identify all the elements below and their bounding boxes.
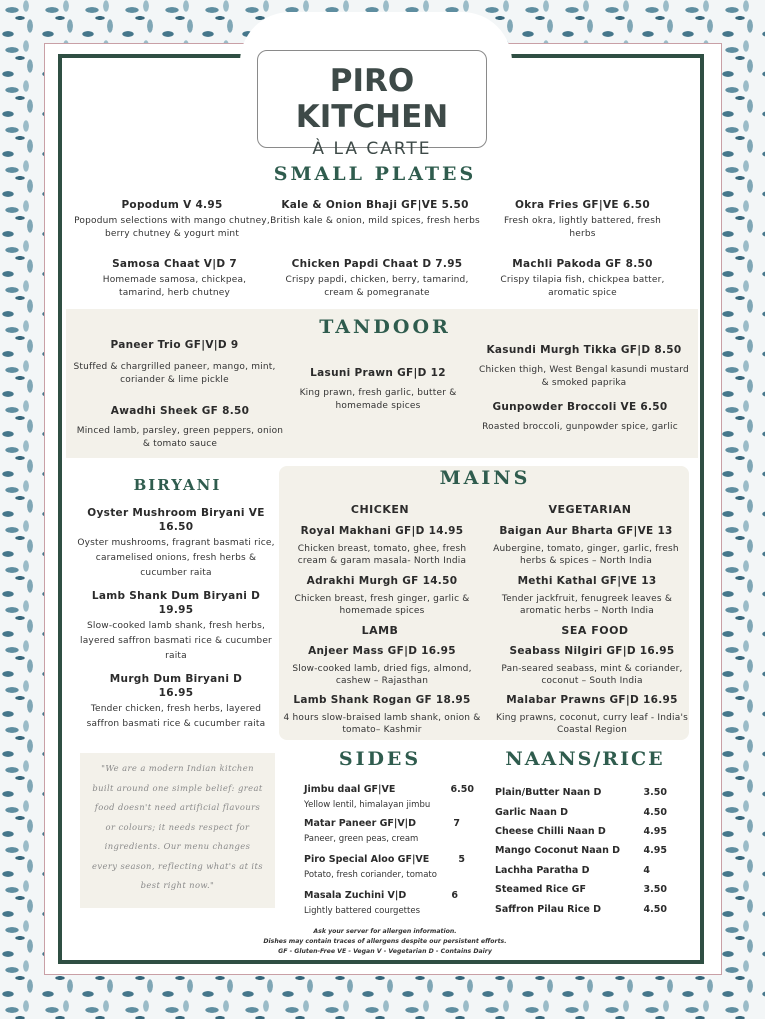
- side-item: [304, 818, 460, 844]
- menu-item: [76, 673, 276, 732]
- item-name: Adrakhi Murgh GF 14.50: [306, 575, 458, 587]
- menu-item: [492, 694, 692, 736]
- menu-item: [492, 575, 682, 617]
- naan-item: [495, 845, 667, 856]
- item-desc: Stuffed & chargrilled paneer, mango, mint, coriander & lime pickle: [73, 362, 276, 385]
- item-name: Garlic Naan D: [495, 807, 569, 818]
- item-name: Methi Kathal GF|VE 13: [517, 575, 657, 587]
- item-price: 6.50: [450, 784, 474, 795]
- item-name: Awadhi Sheek GF 8.50: [110, 405, 250, 417]
- item-name: Baigan Aur Bharta GF|VE 13: [499, 525, 673, 537]
- allergen-footer: [240, 927, 530, 957]
- item-name: Kasundi Murgh Tikka GF|D 8.50: [486, 344, 682, 356]
- naan-item: [495, 884, 667, 895]
- sides-heading: SIDES: [338, 748, 422, 770]
- item-desc: Crispy papdi, chicken, berry, tamarind, cream & pomegranate: [285, 275, 469, 298]
- item-desc: Homemade samosa, chickpea, tamarind, herb chutney: [102, 275, 247, 298]
- side-item: [304, 890, 458, 916]
- item-name: Jimbu daal GF|VE: [304, 784, 396, 795]
- footer-line: Ask your server for allergen information.: [313, 928, 457, 935]
- menu-item: [76, 507, 276, 581]
- item-name: Paneer Trio GF|V|D 9: [110, 339, 239, 351]
- item-desc: 4 hours slow-braised lamb shank, onion & tomato– Kashmir: [283, 713, 481, 735]
- item-desc: Chicken breast, tomato, ghee, fresh cream & garam masala- North India: [297, 544, 467, 566]
- menu-item: [282, 525, 482, 567]
- menu-item: [492, 645, 692, 687]
- menu-item: [72, 339, 277, 387]
- item-price: 4.95: [643, 826, 667, 837]
- item-name: Oyster Mushroom Biryani VE: [87, 507, 265, 519]
- menu-item: [72, 199, 272, 241]
- item-price: 19.95: [158, 604, 194, 616]
- item-name: Okra Fries GF|VE 6.50: [515, 199, 650, 211]
- menu-item: [490, 258, 675, 300]
- item-desc: Chicken thigh, West Bengal kasundi mustard & smoked paprika: [479, 365, 689, 388]
- item-desc: Tender chicken, fresh herbs, layered saffron basmati rice & cucumber raita: [86, 704, 266, 729]
- item-name: Plain/Butter Naan D: [495, 787, 602, 798]
- vegetarian-subheading: VEGETARIAN: [548, 503, 632, 516]
- seafood-subheading: SEA FOOD: [561, 624, 629, 637]
- item-desc: Potato, fresh coriander, tomato: [304, 870, 437, 880]
- footer-line: Dishes may contain traces of allergens despite our persistent efforts.: [263, 938, 507, 945]
- item-desc: Pan-seared seabass, mint & coriander, coconut – South India: [501, 664, 683, 686]
- item-name: Seabass Nilgiri GF|D 16.95: [509, 645, 675, 657]
- item-name: Machli Pakoda GF 8.50: [512, 258, 653, 270]
- quote-panel: [80, 753, 275, 908]
- item-desc: Minced lamb, parsley, green peppers, onion & tomato sauce: [76, 426, 284, 449]
- menu-item: [478, 344, 690, 390]
- item-price: 16.95: [158, 687, 194, 699]
- menu-item: [282, 694, 482, 736]
- naans-heading: NAANS/RICE: [505, 748, 665, 770]
- menu-item: [82, 258, 267, 300]
- item-name: Saffron Pilau Rice D: [495, 904, 602, 915]
- item-desc: Yellow lentil, himalayan jimbu: [304, 800, 431, 810]
- item-name: Masala Zuchini V|D: [304, 890, 407, 901]
- item-name: Anjeer Mass GF|D 16.95: [308, 645, 456, 657]
- item-desc: Crispy tilapia fish, chickpea batter, aromatic spice: [500, 275, 665, 298]
- menu-item: [277, 258, 477, 300]
- item-price: 3.50: [643, 787, 667, 798]
- mains-heading: MAINS: [439, 467, 531, 489]
- naan-item: [495, 807, 667, 818]
- menu-item: [284, 575, 480, 617]
- title-box: [257, 50, 487, 159]
- item-name: Royal Makhani GF|D 14.95: [300, 525, 464, 537]
- item-desc: Aubergine, tomato, ginger, garlic, fresh herbs & spices – North India: [493, 544, 679, 566]
- item-price: 3.50: [643, 884, 667, 895]
- item-name: Chicken Papdi Chaat D 7.95: [291, 258, 463, 270]
- biryani-heading: BIRYANI: [133, 476, 222, 494]
- item-desc: Paneer, green peas, cream: [304, 834, 419, 844]
- item-desc: King prawn, fresh garlic, butter & homemade spices: [299, 388, 457, 411]
- naan-item: [495, 865, 650, 876]
- item-name: Malabar Prawns GF|D 16.95: [506, 694, 678, 706]
- item-name: Steamed Rice GF: [495, 884, 586, 895]
- item-name: Lasuni Prawn GF|D 12: [310, 367, 446, 379]
- item-price: 4: [643, 865, 650, 876]
- item-desc: Lightly battered courgettes: [304, 906, 420, 916]
- item-desc: British kale & onion, mild spices, fresh herbs: [270, 216, 480, 226]
- item-name: Gunpowder Broccoli VE 6.50: [492, 401, 668, 413]
- small-plates-heading: SMALL PLATES: [273, 163, 477, 185]
- naan-item: [495, 787, 667, 798]
- chicken-subheading: CHICKEN: [350, 503, 410, 516]
- item-name: Lamb Shank Rogan GF 18.95: [293, 694, 471, 706]
- item-name: Matar Paneer GF|V|D: [304, 818, 417, 829]
- item-desc: Tender jackfruit, fenugreek leaves & aromatic herbs – North India: [501, 594, 673, 616]
- item-price: 4.50: [643, 807, 667, 818]
- menu-item: [490, 199, 675, 241]
- footer-line: GF - Gluten-Free VE - Vegan V - Vegetarian D - Contains Dairy: [278, 948, 492, 955]
- item-desc: Roasted broccoli, gunpowder spice, garlic: [482, 422, 678, 432]
- item-name: Piro Special Aloo GF|VE: [304, 854, 430, 865]
- item-price: 16.50: [158, 521, 194, 533]
- menu-item: [76, 590, 276, 664]
- item-name: Mango Coconut Naan D: [495, 845, 621, 856]
- menu-item: [480, 401, 680, 434]
- menu-item: [282, 645, 482, 687]
- lamb-subheading: LAMB: [361, 624, 399, 637]
- item-name: Cheese Chilli Naan D: [495, 826, 606, 837]
- naan-item: [495, 904, 667, 915]
- item-name: Lachha Paratha D: [495, 865, 590, 876]
- item-desc: Popodum selections with mango chutney, berry chutney & yogurt mint: [74, 216, 270, 239]
- side-item: [304, 784, 474, 810]
- item-name: Popodum V 4.95: [121, 199, 223, 211]
- menu-item: [488, 525, 684, 567]
- naan-item: [495, 826, 667, 837]
- side-item: [304, 854, 465, 880]
- item-desc: Slow-cooked lamb, dried figs, almond, cashew – Rajasthan: [292, 664, 472, 686]
- item-name: Lamb Shank Dum Biryani D: [91, 590, 261, 602]
- menu-subtitle: À LA CARTE: [312, 139, 432, 159]
- item-desc: Fresh okra, lightly battered, fresh herbs: [503, 216, 661, 239]
- item-price: 7: [453, 818, 460, 829]
- tandoor-heading: TANDOOR: [319, 316, 451, 338]
- item-price: 5: [458, 854, 465, 865]
- item-name: Murgh Dum Biryani D: [109, 673, 243, 685]
- item-desc: Slow-cooked lamb shank, fresh herbs, layered saffron basmati rice & cucumber raita: [80, 621, 272, 661]
- menu-item: [270, 199, 480, 228]
- menu-item: [282, 367, 474, 413]
- item-name: Samosa Chaat V|D 7: [112, 258, 237, 270]
- item-price: 6: [451, 890, 458, 901]
- menu-item: [76, 405, 284, 451]
- item-name: Kale & Onion Bhaji GF|VE 5.50: [281, 199, 469, 211]
- kitchen-quote: "We are a modern Indian kitchen built around one simple belief: great food doesn't need artificial flavours or colours; it needs respect for ingredients. Our menu changes every season, reflecting what's at its best right now.": [92, 763, 263, 890]
- restaurant-title: PIRO KITCHEN: [295, 63, 449, 135]
- item-price: 4.95: [643, 845, 667, 856]
- item-price: 4.50: [643, 904, 667, 915]
- item-desc: King prawns, coconut, curry leaf - India's Coastal Region: [495, 713, 689, 735]
- item-desc: Chicken breast, fresh ginger, garlic & homemade spices: [294, 594, 470, 616]
- item-desc: Oyster mushrooms, fragrant basmati rice, caramelised onions, fresh herbs & cucumber raita: [77, 538, 275, 578]
